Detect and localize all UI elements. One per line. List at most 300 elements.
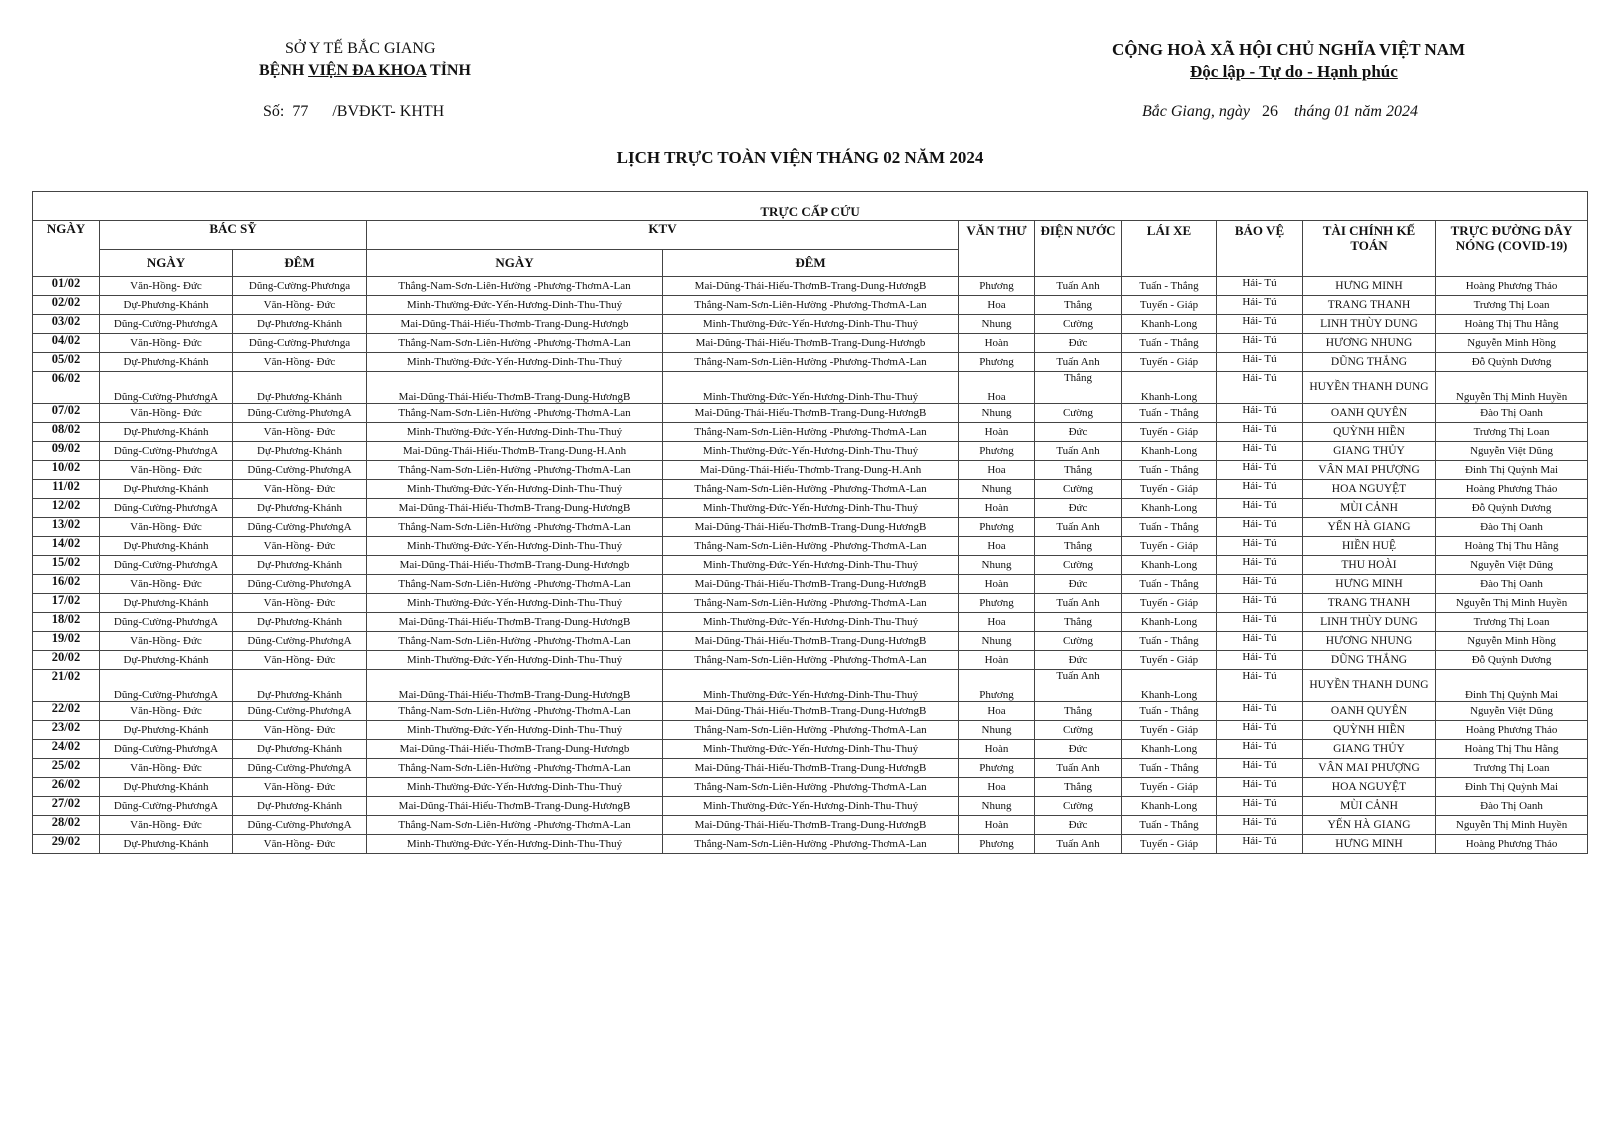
day-cell: 08/02	[33, 423, 100, 442]
power-cell: Đức	[1035, 423, 1122, 442]
doctor-night-cell: Văn-Hồng- Đức	[233, 594, 367, 613]
finance-cell: HƯƠNG NHUNG	[1303, 334, 1436, 353]
ktv-night-cell: Mai-Dũng-Thái-Hiếu-ThơmB-Trang-Dung-HươngB	[663, 759, 959, 778]
ktv-night-cell: Thắng-Nam-Sơn-Liên-Hường -Phương-ThơmA-Lan	[663, 721, 959, 740]
hotline-cell: Nguyễn Thị Minh Huyền	[1436, 372, 1588, 404]
doctor-day-cell: Dự-Phương-Khánh	[100, 423, 233, 442]
power-cell: Đức	[1035, 334, 1122, 353]
doctor-night-cell: Văn-Hồng- Đức	[233, 537, 367, 556]
table-row	[33, 442, 1588, 461]
guard-cell: Hải- Tú	[1217, 575, 1303, 594]
power-cell: Cường	[1035, 721, 1122, 740]
power-cell: Cường	[1035, 315, 1122, 334]
ktv-night-cell: Mai-Dũng-Thái-Hiếu-ThơmB-Trang-Dung-HươngB	[663, 632, 959, 651]
guard-cell: Hải- Tú	[1217, 334, 1303, 353]
doctor-day-cell: Dự-Phương-Khánh	[100, 537, 233, 556]
driver-cell: Khanh-Long	[1122, 613, 1217, 632]
clerk-cell: Phương	[959, 442, 1035, 461]
day-cell: 21/02	[33, 670, 100, 702]
finance-cell: HUYỀN THANH DUNG	[1303, 670, 1436, 702]
clerk-cell: Nhung	[959, 315, 1035, 334]
doctor-day-cell: Văn-Hồng- Đức	[100, 461, 233, 480]
doctor-night-cell: Dũng-Cường-PhươngA	[233, 518, 367, 537]
day-cell: 02/02	[33, 296, 100, 315]
ktv-day-cell: Minh-Thường-Đức-Yến-Hương-Dinh-Thu-Thuý	[367, 537, 663, 556]
power-cell: Cường	[1035, 797, 1122, 816]
finance-cell: HOA NGUYỆT	[1303, 480, 1436, 499]
finance-cell: QUỲNH HIỀN	[1303, 721, 1436, 740]
day-cell: 13/02	[33, 518, 100, 537]
ktv-day-cell: Thắng-Nam-Sơn-Liên-Hường -Phương-ThơmA-Lan	[367, 702, 663, 721]
guard-cell: Hải- Tú	[1217, 702, 1303, 721]
table-row	[33, 702, 1588, 721]
driver-cell: Tuyến - Giáp	[1122, 778, 1217, 797]
table-row	[33, 816, 1588, 835]
table-row	[33, 277, 1588, 296]
day-cell: 16/02	[33, 575, 100, 594]
section-header: TRỰC CẤP CỨU	[33, 192, 1588, 221]
hotline-cell: Trương Thị Loan	[1436, 613, 1588, 632]
clerk-cell: Phương	[959, 835, 1035, 854]
hotline-cell: Nguyễn Việt Dũng	[1436, 442, 1588, 461]
day-cell: 25/02	[33, 759, 100, 778]
clerk-cell: Hoàn	[959, 334, 1035, 353]
driver-cell: Tuấn - Thắng	[1122, 575, 1217, 594]
col-header-doctor-day: NGÀY	[100, 250, 233, 277]
power-cell: Tuấn Anh	[1035, 670, 1122, 702]
finance-cell: MÙI CẢNH	[1303, 797, 1436, 816]
hotline-cell: Đỗ Quỳnh Dương	[1436, 353, 1588, 372]
doctor-day-cell: Văn-Hồng- Đức	[100, 816, 233, 835]
finance-cell: HƯNG MINH	[1303, 575, 1436, 594]
guard-cell: Hải- Tú	[1217, 759, 1303, 778]
hotline-cell: Đào Thị Oanh	[1436, 404, 1588, 423]
ktv-night-cell: Minh-Thường-Đức-Yến-Hương-Dinh-Thu-Thuý	[663, 556, 959, 575]
guard-cell: Hải- Tú	[1217, 461, 1303, 480]
finance-cell: HOA NGUYỆT	[1303, 778, 1436, 797]
finance-cell: YẾN HÀ GIANG	[1303, 518, 1436, 537]
driver-cell: Tuyến - Giáp	[1122, 721, 1217, 740]
guard-cell: Hải- Tú	[1217, 537, 1303, 556]
col-header-finance: TÀI CHÍNH KẾ TOÁN	[1303, 221, 1436, 277]
doctor-night-cell: Văn-Hồng- Đức	[233, 296, 367, 315]
finance-cell: QUỲNH HIỀN	[1303, 423, 1436, 442]
power-cell: Đức	[1035, 575, 1122, 594]
ktv-day-cell: Thắng-Nam-Sơn-Liên-Hường -Phương-ThơmA-Lan	[367, 575, 663, 594]
col-header-hotline: TRỰC ĐƯỜNG DÂY NÓNG (COVID-19)	[1436, 221, 1588, 277]
finance-cell: LINH THÙY DUNG	[1303, 315, 1436, 334]
hotline-cell: Hoàng Phương Thảo	[1436, 277, 1588, 296]
clerk-cell: Phương	[959, 759, 1035, 778]
ktv-day-cell: Thắng-Nam-Sơn-Liên-Hường -Phương-ThơmA-Lan	[367, 518, 663, 537]
guard-cell: Hải- Tú	[1217, 423, 1303, 442]
power-cell: Tuấn Anh	[1035, 518, 1122, 537]
table-row	[33, 835, 1588, 854]
hotline-cell: Đào Thị Oanh	[1436, 518, 1588, 537]
doctor-day-cell: Văn-Hồng- Đức	[100, 277, 233, 296]
doctor-night-cell: Văn-Hồng- Đức	[233, 423, 367, 442]
ktv-day-cell: Minh-Thường-Đức-Yến-Hương-Dinh-Thu-Thuý	[367, 835, 663, 854]
page-title: LỊCH TRỰC TOÀN VIỆN THÁNG 02 NĂM 2024	[616, 148, 984, 167]
doctor-night-cell: Văn-Hồng- Đức	[233, 721, 367, 740]
clerk-cell: Hoàn	[959, 575, 1035, 594]
ktv-day-cell: Thắng-Nam-Sơn-Liên-Hường -Phương-ThơmA-Lan	[367, 277, 663, 296]
guard-cell: Hải- Tú	[1217, 296, 1303, 315]
driver-cell: Khanh-Long	[1122, 372, 1217, 404]
ktv-day-cell: Thắng-Nam-Sơn-Liên-Hường -Phương-ThơmA-Lan	[367, 404, 663, 423]
table-row	[33, 797, 1588, 816]
table-row	[33, 480, 1588, 499]
day-cell: 12/02	[33, 499, 100, 518]
day-cell: 09/02	[33, 442, 100, 461]
day-cell: 17/02	[33, 594, 100, 613]
driver-cell: Khanh-Long	[1122, 315, 1217, 334]
ktv-day-cell: Thắng-Nam-Sơn-Liên-Hường -Phương-ThơmA-Lan	[367, 816, 663, 835]
document-number: Số: 77 /BVĐKT- KHTH	[263, 103, 445, 120]
guard-cell: Hải- Tú	[1217, 721, 1303, 740]
day-cell: 22/02	[33, 702, 100, 721]
hotline-cell: Nguyễn Minh Hồng	[1436, 334, 1588, 353]
hotline-cell: Đinh Thị Quỳnh Mai	[1436, 461, 1588, 480]
doctor-night-cell: Văn-Hồng- Đức	[233, 353, 367, 372]
ktv-night-cell: Mai-Dũng-Thái-Hiếu-ThơmB-Trang-Dung-HươngB	[663, 277, 959, 296]
guard-cell: Hải- Tú	[1217, 556, 1303, 575]
ktv-day-cell: Thắng-Nam-Sơn-Liên-Hường -Phương-ThơmA-Lan	[367, 759, 663, 778]
table-row	[33, 778, 1588, 797]
day-cell: 28/02	[33, 816, 100, 835]
doctor-day-cell: Dự-Phương-Khánh	[100, 721, 233, 740]
hotline-cell: Nguyễn Việt Dũng	[1436, 556, 1588, 575]
driver-cell: Tuyến - Giáp	[1122, 651, 1217, 670]
doctor-night-cell: Dự-Phương-Khánh	[233, 556, 367, 575]
day-cell: 29/02	[33, 835, 100, 854]
table-row	[33, 296, 1588, 315]
ktv-night-cell: Minh-Thường-Đức-Yến-Hương-Dinh-Thu-Thuý	[663, 740, 959, 759]
doctor-day-cell: Dự-Phương-Khánh	[100, 651, 233, 670]
clerk-cell: Phương	[959, 277, 1035, 296]
col-header-guard: BẢO VỆ	[1217, 221, 1303, 277]
finance-cell: THU HOÀI	[1303, 556, 1436, 575]
ktv-day-cell: Minh-Thường-Đức-Yến-Hương-Dinh-Thu-Thuý	[367, 594, 663, 613]
driver-cell: Tuyến - Giáp	[1122, 594, 1217, 613]
power-cell: Đức	[1035, 651, 1122, 670]
ktv-night-cell: Thắng-Nam-Sơn-Liên-Hường -Phương-ThơmA-Lan	[663, 594, 959, 613]
day-cell: 07/02	[33, 404, 100, 423]
driver-cell: Tuyến - Giáp	[1122, 537, 1217, 556]
power-cell: Tuấn Anh	[1035, 835, 1122, 854]
ktv-day-cell: Mai-Dũng-Thái-Hiếu-ThơmB-Trang-Dung-HươngB	[367, 499, 663, 518]
doctor-day-cell: Dũng-Cường-PhươngA	[100, 442, 233, 461]
col-header-ktv-day: NGÀY	[367, 250, 663, 277]
col-header-ktv-night: ĐÊM	[663, 250, 959, 277]
hotline-cell: Nguyễn Thị Minh Huyền	[1436, 816, 1588, 835]
clerk-cell: Nhung	[959, 556, 1035, 575]
driver-cell: Khanh-Long	[1122, 442, 1217, 461]
clerk-cell: Phương	[959, 353, 1035, 372]
hotline-cell: Nguyễn Minh Hồng	[1436, 632, 1588, 651]
clerk-cell: Nhung	[959, 797, 1035, 816]
table-row	[33, 423, 1588, 442]
power-cell: Thắng	[1035, 296, 1122, 315]
duty-schedule-table	[32, 191, 1588, 854]
finance-cell: LINH THÙY DUNG	[1303, 613, 1436, 632]
doctor-night-cell: Dự-Phương-Khánh	[233, 499, 367, 518]
doctor-day-cell: Văn-Hồng- Đức	[100, 404, 233, 423]
driver-cell: Tuấn - Thắng	[1122, 518, 1217, 537]
day-cell: 10/02	[33, 461, 100, 480]
guard-cell: Hải- Tú	[1217, 816, 1303, 835]
day-cell: 14/02	[33, 537, 100, 556]
power-cell: Thắng	[1035, 702, 1122, 721]
doctor-day-cell: Dũng-Cường-PhươngA	[100, 613, 233, 632]
doctor-day-cell: Dũng-Cường-PhươngA	[100, 556, 233, 575]
finance-cell: HƯNG MINH	[1303, 277, 1436, 296]
driver-cell: Tuyến - Giáp	[1122, 296, 1217, 315]
ktv-night-cell: Mai-Dũng-Thái-Hiếu-Thơmb-Trang-Dung-H.Anh	[663, 461, 959, 480]
ktv-day-cell: Mai-Dũng-Thái-Hiếu-ThơmB-Trang-Dung-HươngB	[367, 372, 663, 404]
doctor-night-cell: Dũng-Cường-PhươngA	[233, 702, 367, 721]
guard-cell: Hải- Tú	[1217, 651, 1303, 670]
ktv-night-cell: Minh-Thường-Đức-Yến-Hương-Dinh-Thu-Thuý	[663, 797, 959, 816]
driver-cell: Khanh-Long	[1122, 740, 1217, 759]
doctor-day-cell: Văn-Hồng- Đức	[100, 702, 233, 721]
driver-cell: Tuấn - Thắng	[1122, 759, 1217, 778]
power-cell: Tuấn Anh	[1035, 594, 1122, 613]
table-row	[33, 537, 1588, 556]
col-header-power: ĐIỆN NƯỚC	[1035, 221, 1122, 277]
guard-cell: Hải- Tú	[1217, 315, 1303, 334]
finance-cell: OANH QUYÊN	[1303, 702, 1436, 721]
hotline-cell: Trương Thị Loan	[1436, 423, 1588, 442]
doctor-night-cell: Văn-Hồng- Đức	[233, 778, 367, 797]
doctor-night-cell: Dũng-Cường-PhươngA	[233, 816, 367, 835]
driver-cell: Tuấn - Thắng	[1122, 404, 1217, 423]
hotline-cell: Hoàng Phương Thảo	[1436, 480, 1588, 499]
clerk-cell: Hoàn	[959, 740, 1035, 759]
finance-cell: TRANG THANH	[1303, 296, 1436, 315]
power-cell: Cường	[1035, 556, 1122, 575]
doctor-night-cell: Dũng-Cường-Phươnga	[233, 334, 367, 353]
guard-cell: Hải- Tú	[1217, 778, 1303, 797]
day-cell: 15/02	[33, 556, 100, 575]
table-row	[33, 518, 1588, 537]
ktv-day-cell: Minh-Thường-Đức-Yến-Hương-Dinh-Thu-Thuý	[367, 778, 663, 797]
ktv-night-cell: Minh-Thường-Đức-Yến-Hương-Dinh-Thu-Thuý	[663, 499, 959, 518]
col-header-doctor-night: ĐÊM	[233, 250, 367, 277]
ktv-night-cell: Thắng-Nam-Sơn-Liên-Hường -Phương-ThơmA-Lan	[663, 480, 959, 499]
hospital-name: BỆNH VIỆN ĐA KHOA TỈNH	[259, 62, 471, 79]
day-cell: 23/02	[33, 721, 100, 740]
day-cell: 26/02	[33, 778, 100, 797]
hotline-cell: Trương Thị Loan	[1436, 759, 1588, 778]
finance-cell: HƯƠNG NHUNG	[1303, 632, 1436, 651]
national-motto: Độc lập - Tự do - Hạnh phúc	[1190, 62, 1398, 81]
doctor-night-cell: Dũng-Cường-PhươngA	[233, 632, 367, 651]
finance-cell: YẾN HÀ GIANG	[1303, 816, 1436, 835]
doctor-day-cell: Văn-Hồng- Đức	[100, 632, 233, 651]
hotline-cell: Đào Thị Oanh	[1436, 797, 1588, 816]
power-cell: Cường	[1035, 404, 1122, 423]
power-cell: Cường	[1035, 632, 1122, 651]
doctor-day-cell: Dũng-Cường-PhươngA	[100, 372, 233, 404]
doctor-day-cell: Dũng-Cường-PhươngA	[100, 499, 233, 518]
table-row	[33, 594, 1588, 613]
table-row	[33, 632, 1588, 651]
clerk-cell: Nhung	[959, 480, 1035, 499]
table-row	[33, 613, 1588, 632]
ktv-day-cell: Mai-Dũng-Thái-Hiếu-ThơmB-Trang-Dung-HươngB	[367, 613, 663, 632]
hotline-cell: Đào Thị Oanh	[1436, 575, 1588, 594]
clerk-cell: Hoa	[959, 778, 1035, 797]
ktv-day-cell: Minh-Thường-Đức-Yến-Hương-Dinh-Thu-Thuý	[367, 423, 663, 442]
doctor-day-cell: Dự-Phương-Khánh	[100, 778, 233, 797]
ktv-night-cell: Thắng-Nam-Sơn-Liên-Hường -Phương-ThơmA-Lan	[663, 353, 959, 372]
ktv-day-cell: Mai-Dũng-Thái-Hiếu-Thơmb-Trang-Dung-Hươngb	[367, 315, 663, 334]
finance-cell: HUYỀN THANH DUNG	[1303, 372, 1436, 404]
ktv-night-cell: Thắng-Nam-Sơn-Liên-Hường -Phương-ThơmA-Lan	[663, 651, 959, 670]
nation-heading: CỘNG HOÀ XÃ HỘI CHỦ NGHĨA VIỆT NAM	[1112, 40, 1466, 59]
doctor-night-cell: Dũng-Cường-PhươngA	[233, 461, 367, 480]
finance-cell: VÂN MAI PHƯỢNG	[1303, 759, 1436, 778]
doctor-day-cell: Dự-Phương-Khánh	[100, 353, 233, 372]
doctor-night-cell: Dự-Phương-Khánh	[233, 797, 367, 816]
finance-cell: MÙI CẢNH	[1303, 499, 1436, 518]
hotline-cell: Hoàng Thị Thu Hằng	[1436, 315, 1588, 334]
ktv-day-cell: Mai-Dũng-Thái-Hiếu-ThơmB-Trang-Dung-HươngB	[367, 797, 663, 816]
power-cell: Thắng	[1035, 778, 1122, 797]
clerk-cell: Hoàn	[959, 423, 1035, 442]
guard-cell: Hải- Tú	[1217, 594, 1303, 613]
driver-cell: Tuấn - Thắng	[1122, 632, 1217, 651]
driver-cell: Tuyến - Giáp	[1122, 423, 1217, 442]
col-header-day: NGÀY	[33, 221, 100, 277]
ktv-day-cell: Minh-Thường-Đức-Yến-Hương-Dinh-Thu-Thuý	[367, 651, 663, 670]
clerk-cell: Nhung	[959, 404, 1035, 423]
power-cell: Cường	[1035, 480, 1122, 499]
finance-cell: DŨNG THẮNG	[1303, 353, 1436, 372]
guard-cell: Hải- Tú	[1217, 740, 1303, 759]
guard-cell: Hải- Tú	[1217, 442, 1303, 461]
ktv-day-cell: Thắng-Nam-Sơn-Liên-Hường -Phương-ThơmA-Lan	[367, 334, 663, 353]
driver-cell: Tuyến - Giáp	[1122, 353, 1217, 372]
doctor-day-cell: Dũng-Cường-PhươngA	[100, 797, 233, 816]
driver-cell: Khanh-Long	[1122, 499, 1217, 518]
ktv-night-cell: Minh-Thường-Đức-Yến-Hương-Dinh-Thu-Thuý	[663, 315, 959, 334]
day-cell: 24/02	[33, 740, 100, 759]
doctor-day-cell: Dũng-Cường-PhươngA	[100, 315, 233, 334]
finance-cell: HƯNG MINH	[1303, 835, 1436, 854]
ktv-night-cell: Thắng-Nam-Sơn-Liên-Hường -Phương-ThơmA-Lan	[663, 423, 959, 442]
doctor-day-cell: Dự-Phương-Khánh	[100, 594, 233, 613]
hotline-cell: Hoàng Phương Thảo	[1436, 721, 1588, 740]
guard-cell: Hải- Tú	[1217, 632, 1303, 651]
power-cell: Tuấn Anh	[1035, 353, 1122, 372]
issue-date: Bắc Giang, ngày 26 tháng 01 năm 2024	[1142, 103, 1418, 120]
finance-cell: GIANG THỦY	[1303, 740, 1436, 759]
ktv-night-cell: Mai-Dũng-Thái-Hiếu-ThơmB-Trang-Dung-HươngB	[663, 575, 959, 594]
ktv-day-cell: Thắng-Nam-Sơn-Liên-Hường -Phương-ThơmA-Lan	[367, 461, 663, 480]
hotline-cell: Đinh Thị Quỳnh Mai	[1436, 778, 1588, 797]
ktv-night-cell: Minh-Thường-Đức-Yến-Hương-Dinh-Thu-Thuý	[663, 670, 959, 702]
doctor-day-cell: Văn-Hồng- Đức	[100, 575, 233, 594]
clerk-cell: Hoàn	[959, 651, 1035, 670]
guard-cell: Hải- Tú	[1217, 404, 1303, 423]
driver-cell: Tuấn - Thắng	[1122, 334, 1217, 353]
ktv-day-cell: Mai-Dũng-Thái-Hiếu-ThơmB-Trang-Dung-HươngB	[367, 670, 663, 702]
table-row	[33, 556, 1588, 575]
ktv-night-cell: Minh-Thường-Đức-Yến-Hương-Dinh-Thu-Thuý	[663, 613, 959, 632]
guard-cell: Hải- Tú	[1217, 277, 1303, 296]
table-row	[33, 759, 1588, 778]
finance-cell: GIANG THỦY	[1303, 442, 1436, 461]
ktv-day-cell: Minh-Thường-Đức-Yến-Hương-Dinh-Thu-Thuý	[367, 296, 663, 315]
guard-cell: Hải- Tú	[1217, 670, 1303, 702]
clerk-cell: Hoa	[959, 613, 1035, 632]
guard-cell: Hải- Tú	[1217, 353, 1303, 372]
power-cell: Thắng	[1035, 537, 1122, 556]
doctor-night-cell: Dự-Phương-Khánh	[233, 613, 367, 632]
table-row	[33, 575, 1588, 594]
hotline-cell: Hoàng Phương Thảo	[1436, 835, 1588, 854]
driver-cell: Khanh-Long	[1122, 556, 1217, 575]
guard-cell: Hải- Tú	[1217, 797, 1303, 816]
guard-cell: Hải- Tú	[1217, 613, 1303, 632]
hotline-cell: Hoàng Thị Thu Hằng	[1436, 537, 1588, 556]
day-cell: 04/02	[33, 334, 100, 353]
clerk-cell: Hoàn	[959, 499, 1035, 518]
table-row	[33, 334, 1588, 353]
table-row	[33, 721, 1588, 740]
group-header-ktv: KTV	[367, 221, 959, 250]
driver-cell: Tuyến - Giáp	[1122, 480, 1217, 499]
day-cell: 03/02	[33, 315, 100, 334]
ktv-day-cell: Thắng-Nam-Sơn-Liên-Hường -Phương-ThơmA-Lan	[367, 632, 663, 651]
doctor-day-cell: Dự-Phương-Khánh	[100, 835, 233, 854]
guard-cell: Hải- Tú	[1217, 372, 1303, 404]
clerk-cell: Phương	[959, 594, 1035, 613]
driver-cell: Tuấn - Thắng	[1122, 816, 1217, 835]
clerk-cell: Hoàn	[959, 816, 1035, 835]
ktv-day-cell: Mai-Dũng-Thái-Hiếu-ThơmB-Trang-Dung-Hươngb	[367, 556, 663, 575]
hotline-cell: Đỗ Quỳnh Dương	[1436, 499, 1588, 518]
power-cell: Thắng	[1035, 372, 1122, 404]
ktv-night-cell: Thắng-Nam-Sơn-Liên-Hường -Phương-ThơmA-Lan	[663, 537, 959, 556]
ktv-day-cell: Minh-Thường-Đức-Yến-Hương-Dinh-Thu-Thuý	[367, 353, 663, 372]
hotline-cell: Đinh Thị Quỳnh Mai	[1436, 670, 1588, 702]
driver-cell: Khanh-Long	[1122, 670, 1217, 702]
driver-cell: Tuyến - Giáp	[1122, 835, 1217, 854]
ktv-night-cell: Mai-Dũng-Thái-Hiếu-ThơmB-Trang-Dung-HươngB	[663, 404, 959, 423]
power-cell: Tuấn Anh	[1035, 759, 1122, 778]
doctor-day-cell: Văn-Hồng- Đức	[100, 334, 233, 353]
finance-cell: OANH QUYÊN	[1303, 404, 1436, 423]
ktv-day-cell: Minh-Thường-Đức-Yến-Hương-Dinh-Thu-Thuý	[367, 721, 663, 740]
hotline-cell: Đỗ Quỳnh Dương	[1436, 651, 1588, 670]
clerk-cell: Nhung	[959, 721, 1035, 740]
guard-cell: Hải- Tú	[1217, 518, 1303, 537]
doctor-night-cell: Dự-Phương-Khánh	[233, 315, 367, 334]
finance-cell: VÂN MAI PHƯỢNG	[1303, 461, 1436, 480]
doctor-day-cell: Dự-Phương-Khánh	[100, 296, 233, 315]
table-row	[33, 353, 1588, 372]
department-name: SỞ Y TẾ BẮC GIANG	[285, 40, 436, 57]
doctor-night-cell: Dự-Phương-Khánh	[233, 740, 367, 759]
day-cell: 27/02	[33, 797, 100, 816]
ktv-night-cell: Mai-Dũng-Thái-Hiếu-ThơmB-Trang-Dung-HươngB	[663, 816, 959, 835]
ktv-night-cell: Mai-Dũng-Thái-Hiếu-ThơmB-Trang-Dung-Hươngb	[663, 334, 959, 353]
table-row	[33, 315, 1588, 334]
ktv-night-cell: Minh-Thường-Đức-Yến-Hương-Dinh-Thu-Thuý	[663, 372, 959, 404]
